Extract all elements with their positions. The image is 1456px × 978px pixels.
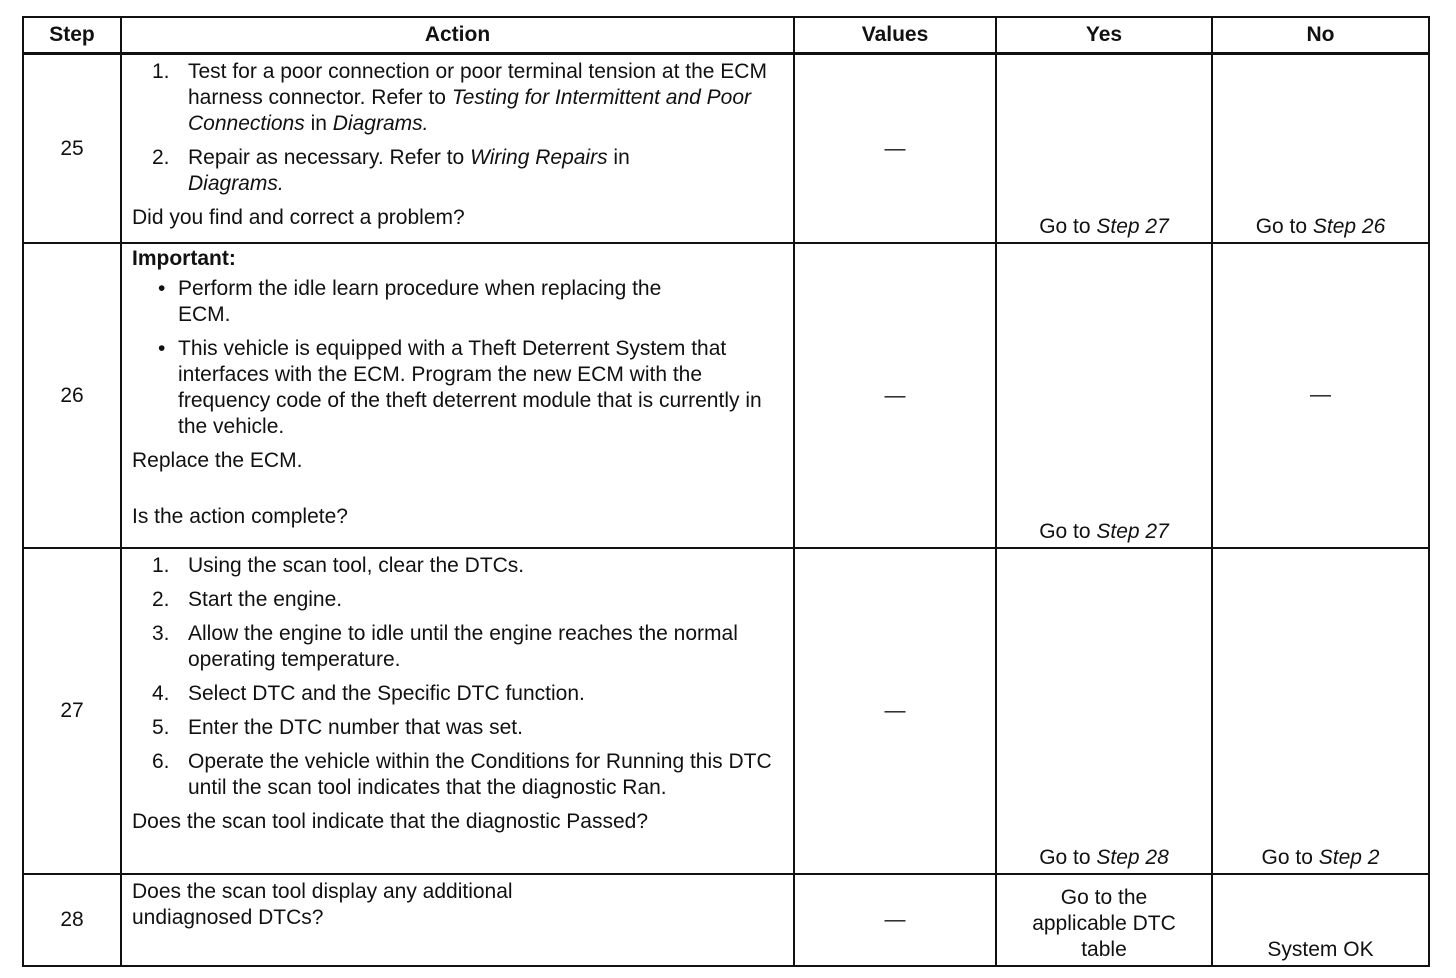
item-text: Perform the idle learn procedure when replacing the ECM. [178,277,662,326]
list-item [132,621,787,673]
goto-step-link: Step 27 [1096,215,1169,238]
yes-cell [996,548,1212,874]
item-number: 5. [152,716,170,739]
reference-text: Diagrams. [332,112,429,135]
yes-cell [996,243,1212,548]
numbered-list [132,553,787,801]
no-cell [1212,54,1429,244]
question-text: Does the scan tool indicate that the diagnostic Passed? [132,810,648,833]
header-step: Step [23,17,121,54]
important-label: Important: [132,247,236,270]
goto-step-link: Step 2 [1318,846,1380,869]
goto-prefix: Go to [1255,215,1313,238]
action-cell [121,243,794,548]
values-cell: — [794,243,996,548]
action-cell [121,548,794,874]
goto-prefix: Go to [1039,846,1097,869]
bullet-icon: • [158,277,166,300]
item-text: Select DTC and the Specific DTC function. [188,682,585,705]
question-text: Does the scan tool display any additional undiagnosed DTCs? [132,880,513,929]
step-number: 28 [23,874,121,966]
header-row [23,17,1429,54]
yes-cell [996,54,1212,244]
goto-prefix: Go to [1261,846,1319,869]
table-row-step-27 [23,548,1429,874]
item-text: in [607,146,630,169]
list-item [132,749,787,801]
reference-text: Diagrams. [188,172,284,195]
yes-cell [996,874,1212,966]
table-row-step-25 [23,54,1429,244]
action-cell [121,54,794,244]
table-row-step-26 [23,243,1429,548]
goto-step-link: Step 27 [1096,520,1169,543]
reference-text: Testing for Intermittent and Poor Connections [188,86,752,135]
goto-prefix: Go to [1039,520,1097,543]
no-cell: System OK [1212,874,1429,966]
list-item [132,276,787,328]
item-number: 6. [152,750,170,773]
numbered-list [132,59,787,197]
reference-text: Wiring Repairs [470,146,608,169]
goto-prefix: Go to [1039,215,1097,238]
item-text: Start the engine. [188,588,343,611]
action-cell [121,874,794,966]
question-text: Is the action complete? [132,505,348,528]
list-item [132,715,787,741]
goto-step-link: Step 28 [1096,846,1169,869]
item-number: 3. [152,622,170,645]
item-text: Allow the engine to idle until the engine reaches the normal operating temperature. [188,622,738,671]
bullet-list [132,276,787,440]
item-number: 1. [152,60,170,83]
header-no: No [1212,17,1429,54]
goto-dtc-table-text: Go to the applicable DTC table [1032,886,1176,961]
item-text: Repair as necessary. Refer to [188,146,471,169]
instruction-text: Replace the ECM. [132,449,303,472]
header-yes: Yes [996,17,1212,54]
item-text: Operate the vehicle within the Conditions for Running this DTC until the scan tool indicates that the diagnostic Ran. [188,750,772,799]
list-item [132,587,787,613]
list-item [132,681,787,707]
table-row-step-28 [23,874,1429,966]
goto-step-link: Step 26 [1312,215,1386,238]
diagnostic-table [22,16,1430,967]
item-text: Enter the DTC number that was set. [188,716,523,739]
question-text: Did you find and correct a problem? [132,206,465,229]
item-number: 4. [152,682,170,705]
step-number: 27 [23,548,121,874]
list-item [132,145,787,197]
bullet-icon: • [158,337,166,360]
step-number: 25 [23,54,121,244]
values-cell: — [794,548,996,874]
no-cell [1212,548,1429,874]
values-cell: — [794,54,996,244]
list-item [132,553,787,579]
header-values: Values [794,17,996,54]
item-text: Test for a poor connection or poor terminal tension at the ECM harness connector. Refer to [188,60,767,109]
step-number: 26 [23,243,121,548]
item-number: 1. [152,554,170,577]
item-text: This vehicle is equipped with a Theft Deterrent System that interfaces with the ECM. Program the new ECM with the frequency code of the theft deterrent module that is currently in the vehicle. [178,337,762,438]
header-action: Action [121,17,794,54]
values-cell: — [794,874,996,966]
no-cell: — [1212,243,1429,548]
item-number: 2. [152,588,170,611]
item-number: 2. [152,146,170,169]
item-text: Using the scan tool, clear the DTCs. [188,554,525,577]
item-text: in [304,112,333,135]
list-item [132,336,787,440]
list-item [132,59,787,137]
